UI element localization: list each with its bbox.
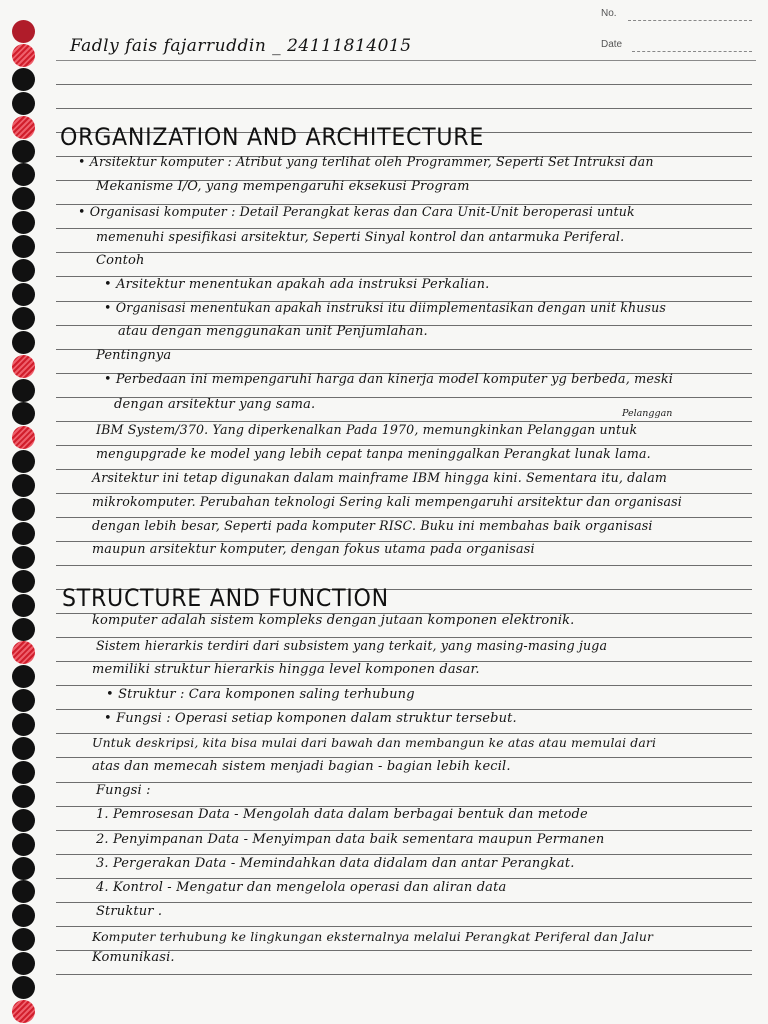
handwritten-line: Pentingnya: [96, 348, 172, 363]
binder-hole: [12, 952, 35, 975]
binder-hole: [12, 785, 35, 808]
no-rule: [628, 20, 752, 21]
date-rule: [632, 51, 752, 52]
handwritten-line: dengan arsitektur yang sama.: [114, 397, 316, 412]
handwritten-line: 3. Pergerakan Data - Memindahkan data didalam dan antar Perangkat.: [96, 856, 575, 871]
binder-hole: [12, 976, 35, 999]
handwritten-line: Contoh: [96, 253, 145, 268]
binder-hole: [12, 737, 35, 760]
handwritten-line: 4. Kontrol - Mengatur dan mengelola operasi dan aliran data: [96, 880, 507, 895]
binder-hole: [12, 140, 35, 163]
binder-hole: [12, 904, 35, 927]
binder-hole: [12, 68, 35, 91]
handwritten-line: mikrokomputer. Perubahan teknologi Sering kali mempengaruhi arsitektur dan organisasi: [92, 494, 682, 509]
binder-hole: [12, 235, 35, 258]
handwritten-line: IBM System/370. Yang diperkenalkan Pada 1970, memungkinkan Pelanggan untuk: [96, 422, 638, 437]
handwritten-line: • Arsitektur komputer : Atribut yang terlihat oleh Programmer, Seperti Set Intruksi dan: [78, 154, 654, 169]
binder-hole: [12, 211, 35, 234]
ruled-line: [56, 974, 752, 975]
handwritten-line: memenuhi spesifikasi arsitektur, Seperti Sinyal kontrol dan antarmuka Periferal.: [96, 229, 625, 244]
binder-hole: [12, 283, 35, 306]
ruled-line: [56, 84, 752, 85]
handwritten-line: • Struktur : Cara komponen saling terhubung: [106, 687, 415, 702]
binder-hole: [12, 689, 35, 712]
handwritten-line: Komputer terhubung ke lingkungan eksternalnya melalui Perangkat Periferal dan Jalur: [92, 929, 654, 944]
handwritten-line: dengan lebih besar, Seperti pada komputer RISC. Buku ini membahas baik organisasi: [92, 518, 653, 533]
binder-hole: [12, 761, 35, 784]
binder-hole: [12, 116, 35, 139]
annotation-pelanggan: Pelanggan: [622, 408, 673, 419]
binder-hole: [12, 880, 35, 903]
binder-hole: [12, 570, 35, 593]
handwritten-line: • Organisasi komputer : Detail Perangkat keras dan Cara Unit-Unit beroperasi untuk: [78, 204, 635, 219]
binder-hole: [12, 426, 35, 449]
binder-hole: [12, 665, 35, 688]
no-label: No.: [601, 8, 617, 19]
handwritten-line: 1. Pemrosesan Data - Mengolah data dalam berbagai bentuk dan metode: [96, 807, 588, 822]
handwritten-line: Mekanisme I/O, yang mempengaruhi eksekusi Program: [96, 179, 470, 194]
handwritten-line: Untuk deskripsi, kita bisa mulai dari bawah dan membangun ke atas atau memulai dari: [92, 735, 657, 750]
binder-hole: [12, 402, 35, 425]
binder-hole: [12, 1000, 35, 1023]
binder-hole: [12, 92, 35, 115]
binder-hole: [12, 546, 35, 569]
ruled-line: [56, 60, 756, 61]
handwritten-line: atas dan memecah sistem menjadi bagian - bagian lebih kecil.: [92, 759, 511, 774]
handwritten-line: • Perbedaan ini mempengaruhi harga dan kinerja model komputer yg berbeda, meski: [104, 372, 674, 387]
ruled-line: [56, 108, 752, 109]
binder-hole: [12, 713, 35, 736]
binder-hole: [12, 618, 35, 641]
date-label: Date: [601, 39, 623, 50]
handwritten-line: Sistem hierarkis terdiri dari subsistem yang terkait, yang masing-masing juga: [96, 638, 608, 653]
handwritten-line: memiliki struktur hierarkis hingga level komponen dasar.: [92, 662, 480, 677]
binder-hole: [12, 474, 35, 497]
binder-hole: [12, 307, 35, 330]
binder-hole: [12, 833, 35, 856]
handwritten-line: Fungsi :: [96, 783, 151, 798]
ruled-line: [56, 782, 752, 783]
binder-hole: [12, 187, 35, 210]
section-heading-structure: STRUCTURE AND FUNCTION: [62, 584, 389, 612]
binder-hole: [12, 641, 35, 664]
handwritten-line: mengupgrade ke model yang lebih cepat tanpa meninggalkan Perangkat lunak lama.: [96, 446, 651, 461]
binder-hole: [12, 163, 35, 186]
binder-hole: [12, 809, 35, 832]
binder-hole: [12, 355, 35, 378]
handwritten-line: • Arsitektur menentukan apakah ada instruksi Perkalian.: [104, 277, 490, 292]
binder-hole: [12, 44, 35, 67]
binder-hole: [12, 331, 35, 354]
ruled-line: [56, 252, 752, 253]
handwritten-line: atau dengan menggunakan unit Penjumlahan.: [118, 324, 428, 339]
student-name: Fadly fais fajarruddin _ 24111814015: [70, 36, 412, 56]
binder-hole: [12, 928, 35, 951]
handwritten-line: komputer adalah sistem kompleks dengan jutaan komponen elektronik.: [92, 613, 575, 628]
binder-hole: [12, 857, 35, 880]
binder-hole: [12, 259, 35, 282]
handwritten-line: maupun arsitektur komputer, dengan fokus utama pada organisasi: [92, 542, 535, 557]
ruled-line: [56, 565, 752, 566]
handwritten-line: Struktur .: [96, 904, 163, 919]
binder-hole: [12, 498, 35, 521]
binder-hole: [12, 594, 35, 617]
binder-hole: [12, 522, 35, 545]
handwritten-line: • Organisasi menentukan apakah instruksi itu diimplementasikan dengan unit khusus: [104, 300, 666, 315]
binder-hole: [12, 20, 35, 43]
binder-hole: [12, 379, 35, 402]
handwritten-line: • Fungsi : Operasi setiap komponen dalam struktur tersebut.: [104, 711, 517, 726]
handwritten-line: 2. Penyimpanan Data - Menyimpan data baik sementara maupun Permanen: [96, 832, 605, 847]
handwritten-line: Arsitektur ini tetap digunakan dalam mainframe IBM hingga kini. Sementara itu, dalam: [92, 470, 667, 485]
binder-hole: [12, 450, 35, 473]
handwritten-line: Komunikasi.: [92, 950, 175, 965]
section-heading-organization: ORGANIZATION AND ARCHITECTURE: [60, 123, 485, 151]
